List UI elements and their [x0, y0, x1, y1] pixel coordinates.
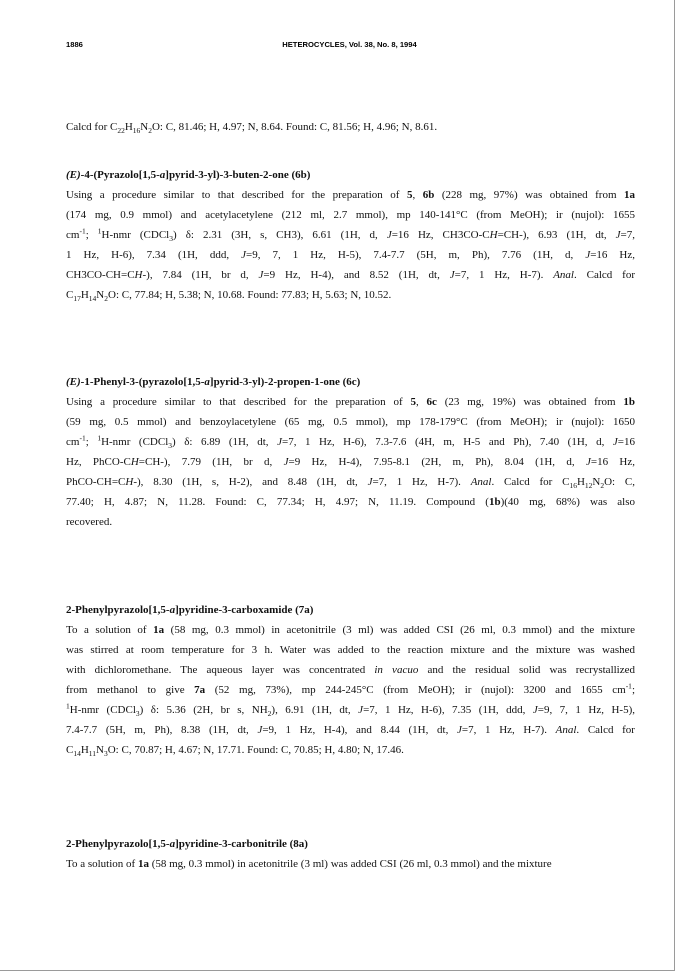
calcd-line [66, 117, 635, 137]
section-heading: (E)-1-Phenyl-3-(pyrazolo[1,5-a]pyrid-3-yl)-2-propen-1-one (6c) [66, 376, 361, 388]
section-heading: 2-Phenylpyrazolo[1,5-a]pyridine-3-carboxamide (7a) [66, 604, 314, 616]
paragraph-line: (59 mg, 0.5 mmol) and benzoylacetylene (65 mg, 0.5 mmol), mp 178-179°C (from MeOH); ir (nujol): 1650 [66, 416, 635, 428]
section-body [66, 392, 635, 532]
paragraph-line: Using a procedure similar to that described for the preparation of 5, 6c (23 mg, 19%) was obtained from 1b [66, 396, 635, 408]
section-heading: 2-Phenylpyrazolo[1,5-a]pyridine-3-carbonitrile (8a) [66, 838, 308, 850]
section-6b [66, 165, 635, 305]
paragraph-line: Hz, PhCO-CH=CH-), 7.79 (1H, br d, J=9 Hz, H-4), 7.95-8.1 (2H, m, Ph), 8.04 (1H, d, J=16 Hz, [66, 456, 635, 468]
journal-citation: HETEROCYCLES, Vol. 38, No. 8, 1994 [282, 40, 417, 49]
page-number: 1886 [66, 40, 83, 49]
section-body [66, 854, 635, 874]
paragraph-line: $^1$H-nmr (CDCl$_3$) δ: 5.36 (2H, br s, $NH_2$), 6.91 (1H, dt, J=7, 1 Hz, H-6), 7.35 (1H, ddd, J=9, 7, 1 Hz, H-5), [66, 701, 635, 719]
paragraph-line: with dichloromethane. The aqueous layer was concentrated in vacuo and the residual solid was recrystallized [66, 664, 635, 676]
section-8a [66, 834, 635, 874]
paragraph-line: $C_{14}H_{11}N_3O$: C, 70.87; H, 4.67; N, 17.71. Found: C, 70.85; H, 4.80; N, 17.46. [66, 744, 404, 759]
section-body [66, 620, 635, 760]
paragraph-line: To a solution of 1a (58 mg, 0.3 mmol) in acetonitrile (3 ml) was added CSI (26 ml, 0.3 mmol) and the mixture [66, 858, 552, 870]
paragraph-line: $C_{17}H_{14}N_2O$: C, 77.84; H, 5.38; N, 10.68. Found: 77.83; H, 5.63; N, 10.52. [66, 289, 392, 304]
paragraph-line: To a solution of 1a (58 mg, 0.3 mmol) in acetonitrile (3 ml) was added CSI (26 ml, 0.3 mmol) and the mixture [66, 624, 635, 636]
paragraph-line: from methanol to give 7a (52 mg, 73%), mp 244-245°C (from MeOH); ir (nujol): 3200 and 1655 $cm^{-1}$; [66, 681, 635, 696]
paragraph-line: PhCO-CH=CH-), 8.30 (1H, s, H-2), and 8.48 (1H, dt, J=7, 1 Hz, H-7). Anal. Calcd for $C_{16}H_{12}N_2O$: C, [66, 476, 635, 491]
paragraph-line: 1 Hz, H-6), 7.34 (1H, ddd, J=9, 7, 1 Hz, H-5), 7.4-7.7 (5H, m, Ph), 7.76 (1H, d, J=16 Hz, [66, 249, 635, 261]
paragraph-line: Using a procedure similar to that described for the preparation of 5, 6b (228 mg, 97%) was obtained from 1a [66, 189, 635, 201]
paragraph-line: 7.4-7.7 (5H, m, Ph), 8.38 (1H, dt, J=9, 1 Hz, H-4), and 8.44 (1H, dt, J=7, 1 Hz, H-7). Anal. Calcd for [66, 724, 635, 736]
paragraph-line: (174 mg, 0.9 mmol) and acetylacetylene (212 ml, 2.7 mmol), mp 140-141°C (from MeOH); ir (nujol): 1655 [66, 209, 635, 221]
running-header [66, 40, 633, 54]
paragraph-line: 77.40; H, 4.87; N, 11.28. Found: C, 77.34; H, 4.97; N, 11.19. Compound (1b)(40 mg, 68%) was also [66, 496, 635, 508]
paragraph-line: was stirred at room temperature for 3 h. Water was added to the reaction mixture and the mixture was washed [66, 644, 635, 656]
section-body [66, 185, 635, 305]
paragraph-line: CH3CO-CH=CH-), 7.84 (1H, br d, J=9 Hz, H-4), and 8.52 (1H, dt, J=7, 1 Hz, H-7). Anal. Calcd for [66, 269, 635, 281]
paragraph-line: Calcd for $C_{22}H_{16}N_2O$: C, 81.46; H, 4.97; N, 8.64. Found: C, 81.56; H, 4.96; N, 8.61. [66, 121, 438, 136]
paragraph-line: $cm^{-1}$; $^1$H-nmr (CDCl$_3$) δ: 6.89 (1H, dt, J=7, 1 Hz, H-6), 7.3-7.6 (4H, m, H-5 and Ph), 7.40 (1H, d, J=16 [66, 433, 635, 451]
section-6c [66, 372, 635, 532]
section-7a [66, 600, 635, 760]
paragraph-line: recovered. [66, 516, 113, 528]
section-heading: (E)-4-(Pyrazolo[1,5-a]pyrid-3-yl)-3-buten-2-one (6b) [66, 169, 311, 181]
paragraph-line: $cm^{-1}$; $^1$H-nmr (CDCl$_3$) δ: 2.31 (3H, s, CH3), 6.61 (1H, d, J=16 Hz, CH3CO-CH=CH-), 6.93 (1H, dt, J=7, [66, 226, 635, 244]
